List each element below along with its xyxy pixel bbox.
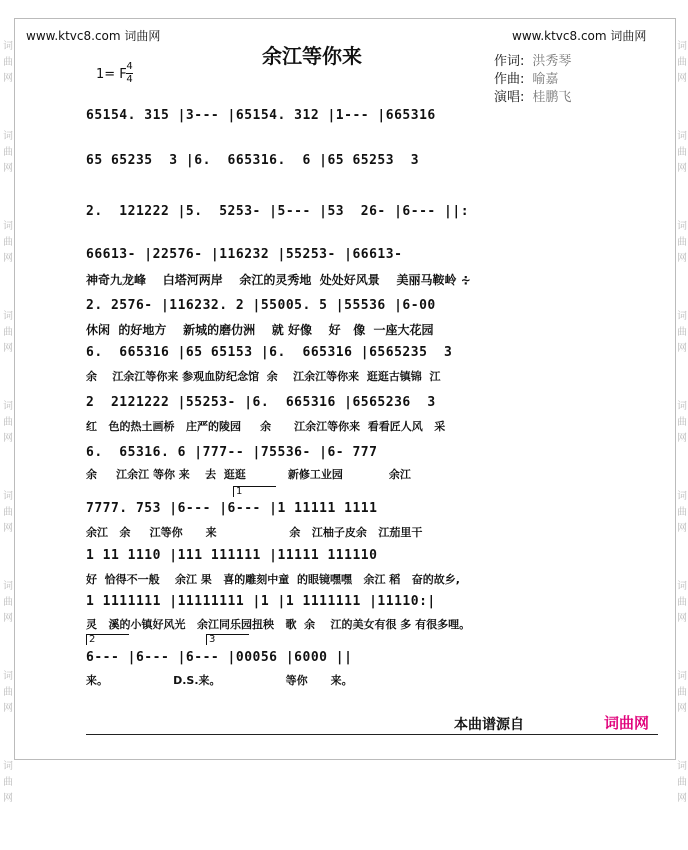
watermark-glyph: 网	[677, 73, 687, 84]
time-signature	[126, 62, 133, 85]
notation-row-4: 66613- |22576- |116232 |55253- |66613-	[86, 247, 403, 262]
watermark-glyph: 曲	[677, 687, 687, 698]
watermark-glyph: 曲	[677, 417, 687, 428]
watermark-glyph: 词	[677, 311, 687, 322]
watermark-glyph: 曲	[3, 687, 13, 698]
watermark-glyph: 词	[3, 581, 13, 592]
lyrics-row-10: 好 恰得不一般 余江 果 喜的雕刻中童 的眼镜嘿嘿 余江 稻 奋的故乡,	[86, 573, 460, 586]
credit-composer	[494, 68, 558, 87]
watermark-glyph: 曲	[677, 327, 687, 338]
credit-singer	[494, 86, 571, 105]
watermark-glyph: 网	[3, 163, 13, 174]
notation-row-7: 2 2121222 |55253- |6. 665316 |6565236 3	[86, 395, 436, 410]
notation-row-5: 2. 2576- |116232. 2 |55005. 5 |55536 |6-00	[86, 298, 436, 313]
notation-row-2: 65 65235 3 |6. 665316. 6 |65 65253 3	[86, 153, 420, 168]
watermark-glyph: 词	[3, 311, 13, 322]
watermark-glyph: 词	[3, 671, 13, 682]
watermark-glyph: 网	[3, 703, 13, 714]
footer-divider	[86, 734, 658, 735]
notation-row-9: 7777. 753 |6--- |6--- |1 11111 1111	[86, 501, 378, 516]
watermark-glyph: 词	[3, 401, 13, 412]
watermark-glyph: 曲	[3, 507, 13, 518]
second-ending-bracket: 2	[86, 634, 129, 645]
credit-value: 洪秀琴	[532, 54, 572, 69]
footer-brand-logo: 词曲网	[604, 714, 650, 732]
watermark-glyph: 网	[3, 793, 13, 804]
lyrics-row-12: 来。 D.S.来。 等你 来。	[86, 674, 353, 687]
watermark-glyph: 词	[677, 41, 687, 52]
credit-value: 桂鹏飞	[532, 90, 572, 105]
watermark-glyph: 词	[3, 131, 13, 142]
credit-lyricist	[494, 50, 571, 69]
time-top: 4	[126, 61, 133, 72]
site-header-left: www.ktvc8.com 词曲网	[26, 29, 161, 43]
watermark-glyph: 词	[677, 761, 687, 772]
watermark-glyph: 词	[677, 491, 687, 502]
lyrics-row-8: 余 江余江 等你 来 去 逛逛 新修工业园 余江	[86, 468, 411, 481]
watermark-glyph: 网	[677, 163, 687, 174]
notation-row-6: 6. 665316 |65 65153 |6. 665316 |6565235 3	[86, 345, 453, 360]
watermark-glyph: 曲	[677, 597, 687, 608]
lyrics-row-11: 灵 溪的小镇好风光 余江同乐园扭秧 歌 余 江的美女有很 多 有很多哩。	[86, 618, 471, 631]
notation-row-8: 6. 65316. 6 |777-- |75536- |6- 777	[86, 445, 378, 460]
watermark-glyph: 曲	[677, 777, 687, 788]
watermark-glyph: 曲	[3, 327, 13, 338]
watermark-glyph: 曲	[677, 147, 687, 158]
notation-row-1: 65154. 315 |3--- |65154. 312 |1--- |665316	[86, 108, 436, 123]
notation-row-10: 1 11 1110 |111 111111 |11111 111110	[86, 548, 378, 563]
credit-label: 演唱:	[494, 90, 525, 105]
third-ending-bracket: 3	[206, 634, 249, 645]
watermark-glyph: 网	[677, 613, 687, 624]
lyrics-row-5: 休闲 的好地方 新城的磨仂洲 就 好像 好 像 一座大花园	[86, 323, 434, 337]
footer-source-text: 本曲谱源自	[454, 717, 524, 733]
watermark-glyph: 词	[677, 671, 687, 682]
watermark-glyph: 网	[677, 703, 687, 714]
watermark-glyph: 网	[3, 73, 13, 84]
lyrics-row-9: 余江 余 江等你 来 余 江柚子皮余 江茄里干	[86, 526, 423, 539]
watermark-glyph: 曲	[677, 57, 687, 68]
watermark-glyph: 词	[677, 131, 687, 142]
watermark-glyph: 曲	[3, 597, 13, 608]
watermark-glyph: 网	[3, 253, 13, 264]
watermark-glyph: 词	[3, 761, 13, 772]
watermark-glyph: 网	[677, 793, 687, 804]
watermark-glyph: 曲	[3, 147, 13, 158]
watermark-glyph: 曲	[677, 507, 687, 518]
watermark-glyph: 词	[3, 41, 13, 52]
sheet-frame	[14, 18, 676, 760]
lyrics-row-7: 红 色的热土画桥 庄严的陵园 余 江余江等你来 看看匠人风 采	[86, 420, 446, 433]
watermark-glyph: 曲	[677, 237, 687, 248]
watermark-glyph: 网	[677, 253, 687, 264]
watermark-glyph: 网	[677, 523, 687, 534]
watermark-glyph: 词	[677, 581, 687, 592]
watermark-glyph: 曲	[3, 237, 13, 248]
right-watermark-column	[676, 40, 688, 850]
watermark-glyph: 曲	[3, 57, 13, 68]
key-signature: 1= F	[96, 67, 127, 82]
lyrics-row-4: 神奇九龙峰 白塔河两岸 余江的灵秀地 处处好风景 美丽马鞍岭 ∻	[86, 273, 471, 287]
watermark-glyph: 网	[677, 433, 687, 444]
site-header-right: www.ktvc8.com 词曲网	[512, 29, 647, 43]
watermark-glyph: 曲	[3, 417, 13, 428]
song-title: 余江等你来	[262, 44, 362, 68]
notation-row-11: 1 1111111 |11111111 |1 |1 1111111 |11110:|	[86, 594, 436, 609]
watermark-glyph: 曲	[3, 777, 13, 788]
watermark-glyph: 词	[677, 401, 687, 412]
watermark-glyph: 网	[3, 613, 13, 624]
watermark-glyph: 网	[3, 523, 13, 534]
time-bottom: 4	[126, 74, 133, 85]
watermark-glyph: 网	[3, 343, 13, 354]
credit-label: 作词:	[494, 54, 525, 69]
notation-row-12: 6--- |6--- |6--- |00056 |6000 ||	[86, 650, 353, 665]
watermark-glyph: 词	[3, 221, 13, 232]
left-watermark-column	[2, 40, 14, 850]
watermark-glyph: 词	[677, 221, 687, 232]
watermark-glyph: 网	[3, 433, 13, 444]
credit-value: 喻嘉	[532, 72, 559, 87]
watermark-glyph: 词	[3, 491, 13, 502]
credit-label: 作曲:	[494, 72, 525, 87]
first-ending-bracket: 1	[233, 486, 276, 497]
watermark-glyph: 网	[677, 343, 687, 354]
lyrics-row-6: 余 江余江等你来 参观血防纪念馆 余 江余江等你来 逛逛古镇锦 江	[86, 370, 441, 383]
notation-row-3: 2. 121222 |5. 5253- |5--- |53 26- |6--- ||:	[86, 204, 470, 219]
